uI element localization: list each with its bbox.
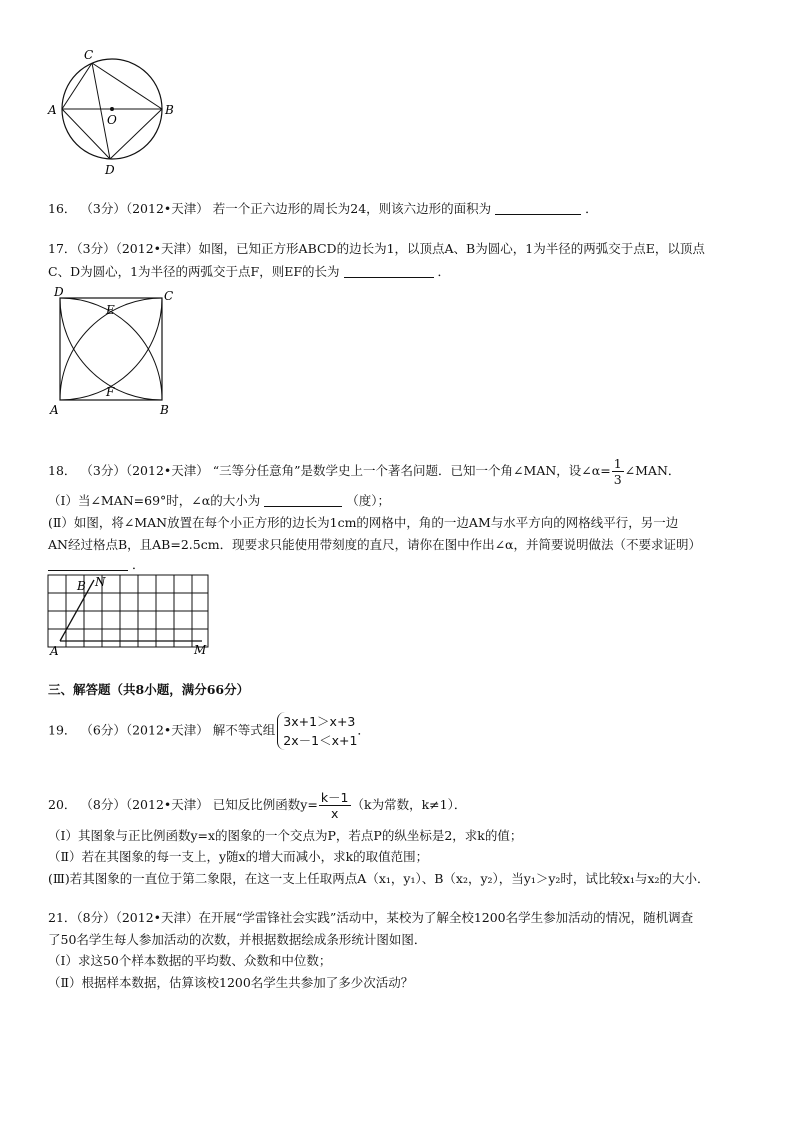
q17-text: C、D为圆心，1为半径的两弧交于点F，则EF的长为 — [48, 264, 340, 279]
chord-cd — [92, 63, 110, 159]
question-16 — [48, 201, 598, 217]
q18-frac-den: 3 — [613, 472, 622, 487]
q19-source: （6分）（2012•天津） — [80, 722, 209, 738]
label-c: C — [164, 289, 174, 303]
question-18-part2-line1: (Ⅱ）如图，将∠MAN放置在每个小正方形的边长为1cm的网格中，角的一边AM与水平方向的网格线平行，另一边 — [48, 515, 679, 530]
label-d: D — [105, 163, 115, 177]
q16-answer-blank[interactable] — [495, 202, 581, 215]
q19-inequality-1: 3x+1＞x+3 — [283, 714, 356, 729]
question-18-part2-line3 — [48, 557, 145, 573]
label-a: A — [50, 644, 59, 656]
q18-number: 18． — [48, 463, 77, 478]
q19-inequality-2: 2x－1＜x+1 — [283, 733, 358, 748]
question-21-line2: 了50名学生每人参加活动的次数，并根据数据绘成条形统计图如图． — [48, 932, 427, 947]
label-b: B — [165, 103, 174, 117]
q18-part1-blank[interactable] — [264, 494, 342, 507]
label-b: B — [77, 579, 86, 593]
q20-number: 20． — [48, 797, 77, 812]
label-n: N — [95, 575, 106, 589]
question-18-part2-line2: AN经过格点B，且AB=2.5cm．现要求只能使用带刻度的直尺，请你在图中作出∠α，并简要说明做法（不要求证明） — [48, 537, 701, 552]
question-20-part3: (Ⅲ)若其图象的一直位于第二象限，在这一支上任取两点A（x₁，y₁）、B（x₂，y₂），当y₁＞y₂时，试比较x₁与x₂的大小． — [48, 871, 710, 886]
q18-part1-b: （度）； — [346, 493, 390, 508]
question-21-part2: （Ⅱ）根据样本数据，估算该校1200名学生共参加了多少次活动？ — [48, 975, 414, 990]
label-b: B — [160, 403, 169, 417]
question-21-line1: 21．（8分）（2012•天津）在开展“学雷锋社会实践”活动中，某校为了解全校1200名学生参加活动的情况，随机调查 — [48, 910, 694, 925]
question-21-part1: （Ⅰ）求这50个样本数据的平均数、众数和中位数； — [48, 953, 332, 968]
q18-frac-num: 1 — [613, 456, 622, 471]
chord-ac — [62, 63, 92, 109]
label-d: D — [54, 286, 64, 299]
label-e: E — [106, 303, 115, 317]
q20-frac-den: x — [330, 806, 339, 821]
label-m: M — [194, 643, 207, 656]
question-20 — [48, 790, 466, 821]
question-17-line1: 17．（3分）（2012•天津）如图，已知正方形ABCD的边长为1，以顶点A、B为圆心，1为半径的两弧交于点E，以顶点 — [48, 241, 705, 256]
q20-text-after: （k为常数，k≠1）． — [351, 797, 467, 812]
chord-cb — [92, 63, 162, 109]
q16-end: ． — [585, 201, 598, 216]
q20-source: （8分）（2012•天津） — [80, 797, 209, 812]
circle-figure — [44, 44, 184, 180]
q18-part2-end: ． — [131, 557, 145, 572]
q18-fraction — [612, 456, 624, 487]
grid-lines — [48, 575, 208, 647]
q20-frac-num: k－1 — [320, 790, 349, 805]
grid-figure — [44, 572, 214, 656]
q17-end: ． — [437, 264, 450, 279]
question-19 — [48, 712, 370, 750]
question-20-part2: （Ⅱ）若在其图象的每一支上，y随x的增大而减小，求k的取值范围； — [48, 849, 429, 864]
section-3-heading: 三、解答题（共8小题，满分66分） — [48, 682, 250, 697]
label-a: A — [48, 103, 57, 117]
q20-text: 已知反比例函数y= — [212, 797, 318, 812]
label-f: F — [106, 385, 115, 399]
q18-text: “三等分任意角”是数学史上一个著名问题．已知一个角∠MAN，设∠α= — [212, 463, 611, 478]
label-a: A — [50, 403, 59, 417]
q16-source: （3分）（2012•天津） — [80, 201, 209, 216]
question-20-part1: （Ⅰ）其图象与正比例函数y=x的图象的一个交点为P，若点P的纵坐标是2，求k的值； — [48, 828, 523, 843]
question-18-part1 — [48, 493, 390, 509]
chord-db — [110, 109, 162, 159]
q17-answer-blank[interactable] — [344, 265, 434, 278]
q19-inequality-system — [277, 712, 357, 750]
center-point — [110, 107, 114, 111]
q18-part1-a: （Ⅰ）当∠MAN=69°时，∠α的大小为 — [48, 493, 261, 508]
q19-end: ． — [357, 722, 370, 738]
q19-number: 19． — [48, 722, 77, 738]
q18-source: （3分）（2012•天津） — [80, 463, 209, 478]
q20-fraction — [319, 790, 351, 821]
label-c: C — [84, 48, 94, 62]
square-arcs-figure — [46, 286, 176, 420]
q18-text-after: ∠MAN． — [624, 463, 681, 478]
q16-text: 若一个正六边形的周长为24，则该六边形的面积为 — [212, 201, 492, 216]
q18-part2-blank[interactable] — [48, 558, 128, 571]
label-o: O — [107, 113, 117, 127]
q19-text: 解不等式组 — [212, 722, 276, 738]
q16-number: 16． — [48, 201, 77, 216]
question-17-line2 — [48, 264, 450, 280]
question-18 — [48, 456, 680, 487]
